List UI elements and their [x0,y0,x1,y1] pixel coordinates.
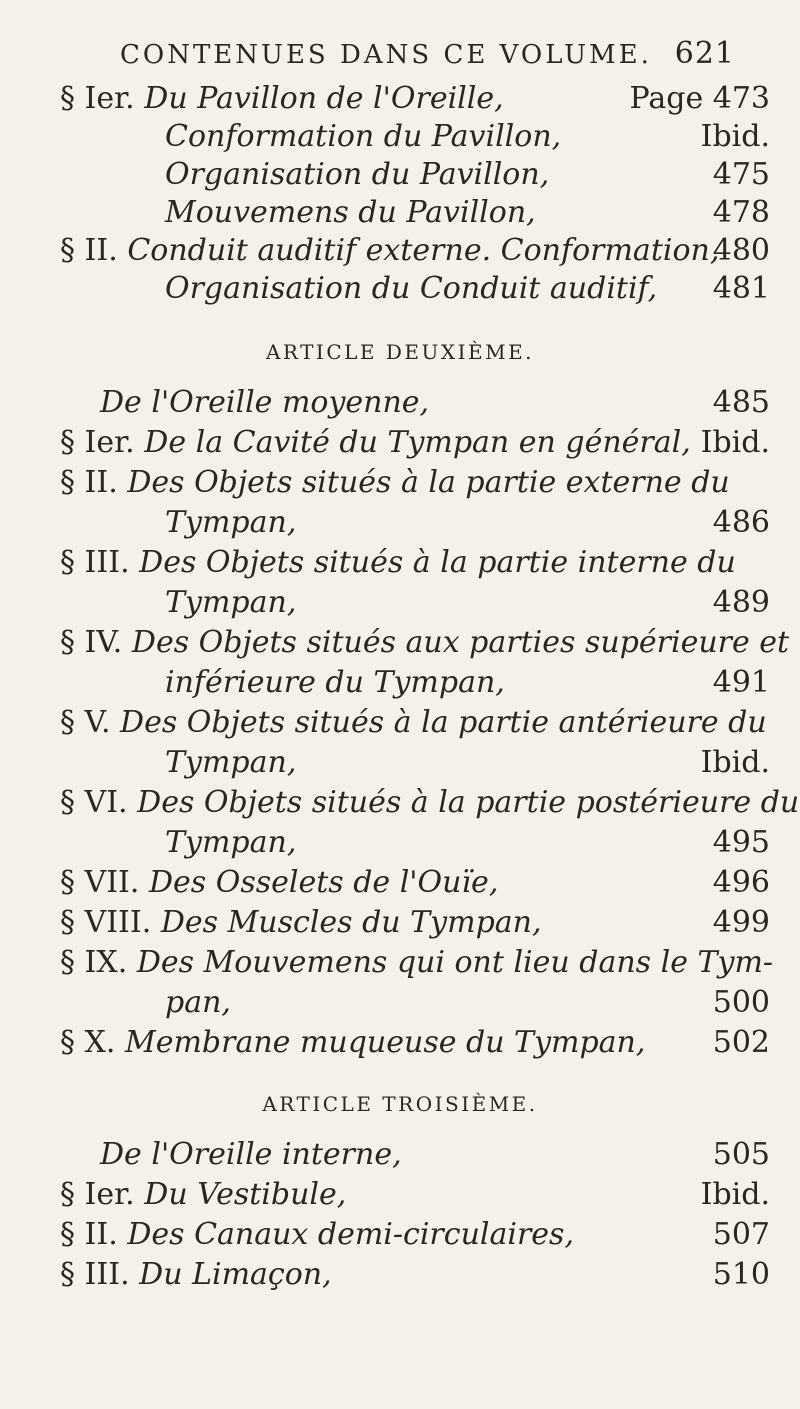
page-number: 621 [674,36,735,71]
entry-title: Conduit auditif externe. Conformation, [127,233,720,268]
entry-title: Des Canaux demi-circulaires, [127,1217,574,1252]
entry-title: Conformation du Pavillon, [165,119,562,154]
entry-title: De l'Oreille interne, [100,1137,402,1172]
toc-entry [60,904,770,942]
section-number: § VI. [60,785,128,820]
entry-title: pan, [165,985,231,1020]
entry-page: 495 [712,825,770,860]
entry-title: Du Limaçon, [139,1257,332,1292]
entry-title: De l'Oreille moyenne, [100,385,430,420]
article-heading: ARTICLE TROISIÈME. [262,1092,538,1116]
section-number: § II. [60,465,118,500]
entry-page: Ibid. [700,425,770,460]
entry-title: Membrane muqueuse du Tympan, [124,1025,646,1060]
toc-entry [60,584,770,622]
toc-entry [60,664,770,702]
toc-entry [60,864,770,902]
toc-entry [60,1216,770,1254]
section-number: § III. [60,1257,130,1292]
section-number: § II. [60,1217,118,1252]
running-title: CONTENUES DANS CE VOLUME. [120,40,652,70]
entry-title: Des Osselets de l'Ouïe, [149,865,499,900]
toc-entry [60,270,770,308]
entry-title: Des Muscles du Tympan, [160,905,542,940]
entry-title: Tympan, [165,585,297,620]
entry-title: Tympan, [165,745,297,780]
entry-page: 502 [712,1025,770,1060]
toc-entry [60,1176,770,1214]
toc-entry [60,424,770,462]
toc-entry [60,1256,770,1294]
toc-entry [60,944,774,982]
entry-page: 489 [712,585,770,620]
toc-entry [60,824,770,862]
article-heading: ARTICLE DEUXIÈME. [265,340,535,364]
toc-entry [60,384,770,422]
entry-page: 499 [712,905,770,940]
entry-page: 478 [712,195,770,230]
entry-page: 491 [712,665,770,700]
toc-entry [60,1136,770,1174]
entry-page: 507 [712,1217,770,1252]
entry-title: Des Objets situés à la partie externe du [127,465,730,500]
section-number: § IV. [60,625,123,660]
entry-page: 475 [712,157,770,192]
section-number: § II. [60,233,118,268]
entry-title: Des Objets situés à la partie interne du [139,545,736,580]
toc-entry [60,784,800,822]
entry-page: 500 [712,985,770,1020]
entry-page: Ibid. [700,1177,770,1212]
toc-entry [60,80,770,118]
entry-page: Page 473 [629,81,770,116]
section-number: § IX. [60,945,128,980]
toc-entry [60,624,790,662]
section-number: § Ier. [60,81,135,116]
entry-title: Des Objets situés à la partie antérieure du [120,705,767,740]
entry-page: Ibid. [700,745,770,780]
entry-page: 486 [712,505,770,540]
section-number: § V. [60,705,111,740]
toc-entry [60,464,770,502]
entry-page: 485 [712,385,770,420]
entry-page: 481 [712,271,770,306]
toc-entry [60,118,770,156]
entry-page: 510 [712,1257,770,1292]
entry-title: Mouvemens du Pavillon, [165,195,536,230]
section-number: § VIII. [60,905,152,940]
entry-page: 480 [712,233,770,268]
entry-title: inférieure du Tympan, [165,665,505,700]
entry-title: Des Objets situés à la partie postérieure du [137,785,800,820]
section-number: § VII. [60,865,140,900]
toc-entry [60,156,770,194]
entry-page: 505 [712,1137,770,1172]
toc-entry [60,1024,770,1062]
entry-title: Des Objets situés aux parties supérieure et [131,625,790,660]
section-number: § Ier. [60,425,135,460]
toc-entry [60,504,770,542]
section-number: § III. [60,545,130,580]
entry-title: Tympan, [165,825,297,860]
entry-title: De la Cavité du Tympan en général, [144,425,691,460]
entry-title: Tympan, [165,505,297,540]
entry-page: 496 [712,865,770,900]
toc-entry [60,232,770,270]
entry-title: Du Pavillon de l'Oreille, [144,81,504,116]
toc-entry [60,194,770,232]
toc-entry [60,704,770,742]
entry-title: Organisation du Conduit auditif, [165,271,658,306]
section-number: § Ier. [60,1177,135,1212]
entry-title: Du Vestibule, [144,1177,347,1212]
toc-entry [60,984,770,1022]
entry-page: Ibid. [700,119,770,154]
toc-entry [60,544,770,582]
section-number: § X. [60,1025,116,1060]
entry-title: Organisation du Pavillon, [165,157,550,192]
toc-entry [60,744,770,782]
entry-title: Des Mouvemens qui ont lieu dans le Tym- [136,945,774,980]
